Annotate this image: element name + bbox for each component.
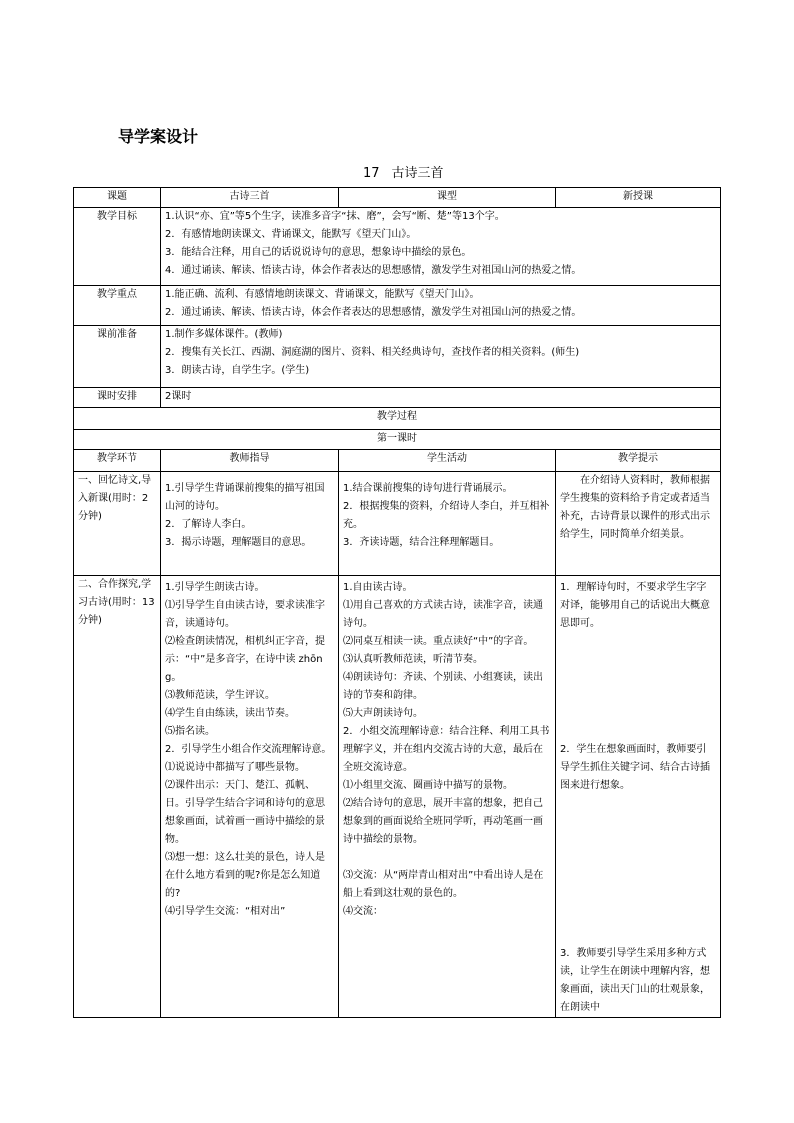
goals-label: 教学目标	[74, 208, 161, 286]
header-row	[74, 188, 721, 208]
spacer	[560, 633, 716, 741]
key-points-row	[74, 286, 721, 326]
teacher-step: ⑵检查朗读情况，相机纠正字音，提示：“中”是多音字，在诗中读 zhōng。	[165, 636, 325, 683]
stage1-teacher	[161, 472, 339, 576]
teacher-step: 1.引导学生朗读古诗。	[165, 582, 265, 593]
schedule-value: 2课时	[161, 388, 721, 408]
column-student: 学生活动	[339, 450, 556, 472]
document-title: 导学案设计	[118, 127, 199, 146]
student-step: ⑶认真听教师范读，听清节奏。	[343, 654, 483, 665]
lesson-plan-table	[73, 187, 721, 1018]
teacher-step: ⑶想一想：这么壮美的景色，诗人是在什么地方看到的呢?你是怎么知道的?	[165, 852, 325, 899]
key-point-item: 1.能正确、流利、有感情地朗读课文、背诵课文，能默写《望天门山》。	[165, 289, 480, 300]
tip-text: 在介绍诗人资料时，教师根据学生搜集的资料给予肯定或者适当补充，古诗背景以课件的形式出示给学生，同时简单介绍美景。	[560, 475, 710, 540]
process-title-row	[74, 408, 721, 430]
prep-item: 2．搜集有关长江、西湖、洞庭湖的图片、资料、相关经典诗句，查找作者的相关资料。(师生)	[165, 347, 580, 358]
stage1-row	[74, 472, 721, 576]
teacher-step: 1.引导学生背诵课前搜集的描写祖国山河的诗句。	[165, 483, 325, 512]
prep-content	[161, 326, 721, 388]
lesson-title: 古诗三首	[391, 166, 444, 181]
student-step: 1.结合课前搜集的诗句进行背诵展示。	[343, 483, 513, 494]
period-title-row	[74, 430, 721, 450]
column-header-row	[74, 450, 721, 472]
student-step: ⑷朗读诗句：齐读、个别读、小组赛读，读出诗的节奏和韵律。	[343, 672, 543, 701]
schedule-row	[74, 388, 721, 408]
spacer	[560, 795, 716, 945]
column-teacher: 教师指导	[161, 450, 339, 472]
stage2-tips	[556, 576, 721, 1018]
goal-item: 3．能结合注释，用自己的话说说诗句的意思，想象诗中描绘的景色。	[165, 247, 472, 258]
goals-row	[74, 208, 721, 286]
type-value: 新授课	[556, 188, 721, 208]
teacher-step: ⑶教师范读，学生评议。	[165, 690, 275, 701]
prep-row	[74, 326, 721, 388]
student-step: ⑵同桌互相读一读。重点读好“中”的字音。	[343, 636, 534, 647]
teacher-step: 2．了解诗人李白。	[165, 519, 252, 530]
teacher-step: ⑴引导学生自由读古诗，要求读准字音，读通诗句。	[165, 600, 325, 629]
goal-item: 1.认识“亦、宜”等5个生字，读准多音字“抹、磨”，会写“断、楚”等13个字。	[165, 211, 505, 222]
stage1-student	[339, 472, 556, 576]
schedule-label: 课时安排	[74, 388, 161, 408]
student-step: 3．齐读诗题，结合注释理解题目。	[343, 537, 500, 548]
type-label: 课型	[339, 188, 556, 208]
goal-item: 2．有感情地朗读课文、背诵课文，能默写《望天门山》。	[165, 229, 417, 240]
student-step: ⑴用自己喜欢的方式读古诗，读准字音，读通诗句。	[343, 600, 543, 629]
teacher-step: 3．揭示诗题，理解题目的意思。	[165, 537, 312, 548]
tip-text: 1．理解诗句时，不要求学生字字对译，能够用自己的话说出大概意思即可。	[560, 582, 710, 629]
student-step: 1.自由读古诗。	[343, 582, 413, 593]
student-step: 2．小组交流理解诗意：结合注释、利用工具书理解字义，并在组内交流古诗的大意，最后在全班交流诗意。	[343, 726, 550, 773]
spacer	[343, 849, 551, 867]
teacher-step: ⑵课件出示：天门、楚江、孤帆、日。引导学生结合字词和诗句的意思想象画面，试着画一画诗中描绘的景物。	[165, 780, 325, 845]
teacher-step: ⑸指名读。	[165, 726, 215, 737]
goal-item: 4．通过诵读、解读、悟读古诗，体会作者表达的思想感情，激发学生对祖国山河的热爱之情。	[165, 265, 582, 276]
key-points-content	[161, 286, 721, 326]
prep-item: 3．朗读古诗，自学生字。(学生)	[165, 365, 310, 376]
column-stage: 教学环节	[74, 450, 161, 472]
key-points-label: 教学重点	[74, 286, 161, 326]
tip-text: 3．教师要引导学生采用多种方式读，让学生在朗读中理解内容，想象画面，读出天门山的壮观景象，在朗读中	[560, 948, 710, 1013]
prep-item: 1.制作多媒体课件。(教师)	[165, 329, 283, 340]
tip-text: 2．学生在想象画面时，教师要引导学生抓住关键字词、结合古诗插图来进行想象。	[560, 744, 710, 791]
stage2-row	[74, 576, 721, 1018]
prep-label: 课前准备	[74, 326, 161, 388]
key-point-item: 2．通过诵读、解读、悟读古诗，体会作者表达的思想感情，激发学生对祖国山河的热爱之情。	[165, 307, 582, 318]
stage2-name: 二、合作探究,学习古诗(用时：13分钟)	[74, 576, 161, 1018]
stage1-name: 一、回忆诗文,导入新课(用时：2分钟)	[74, 472, 161, 576]
stage2-student	[339, 576, 556, 1018]
stage1-tips	[556, 472, 721, 576]
teacher-step: ⑴说说诗中都描写了哪些景物。	[165, 762, 305, 773]
lesson-number: 17	[363, 166, 380, 181]
goals-content	[161, 208, 721, 286]
process-title: 教学过程	[74, 408, 721, 430]
teacher-step: ⑷引导学生交流：“相对出”	[165, 906, 286, 917]
period-title: 第一课时	[74, 430, 721, 450]
student-step: ⑷交流：	[343, 906, 383, 917]
teacher-step: ⑷学生自由练读，读出节奏。	[165, 708, 295, 719]
column-tips: 教学提示	[556, 450, 721, 472]
student-step: 2．根据搜集的资料，介绍诗人李白，并互相补充。	[343, 501, 550, 530]
student-step: ⑴小组里交流、圈画诗中描写的景物。	[343, 780, 513, 791]
student-step: ⑵结合诗句的意思，展开丰富的想象，把自己想象到的画面说给全班同学听，再动笔画一画诗中描绘的景物。	[343, 798, 543, 845]
student-step: ⑶交流：从“两岸青山相对出”中看出诗人是在船上看到这壮观的景色的。	[343, 870, 544, 899]
topic-value: 古诗三首	[161, 188, 339, 208]
stage2-teacher	[161, 576, 339, 1018]
lesson-heading	[363, 162, 444, 181]
teacher-step: 2．引导学生小组合作交流理解诗意。	[165, 744, 332, 755]
student-step: ⑸大声朗读诗句。	[343, 708, 423, 719]
topic-label: 课题	[74, 188, 161, 208]
